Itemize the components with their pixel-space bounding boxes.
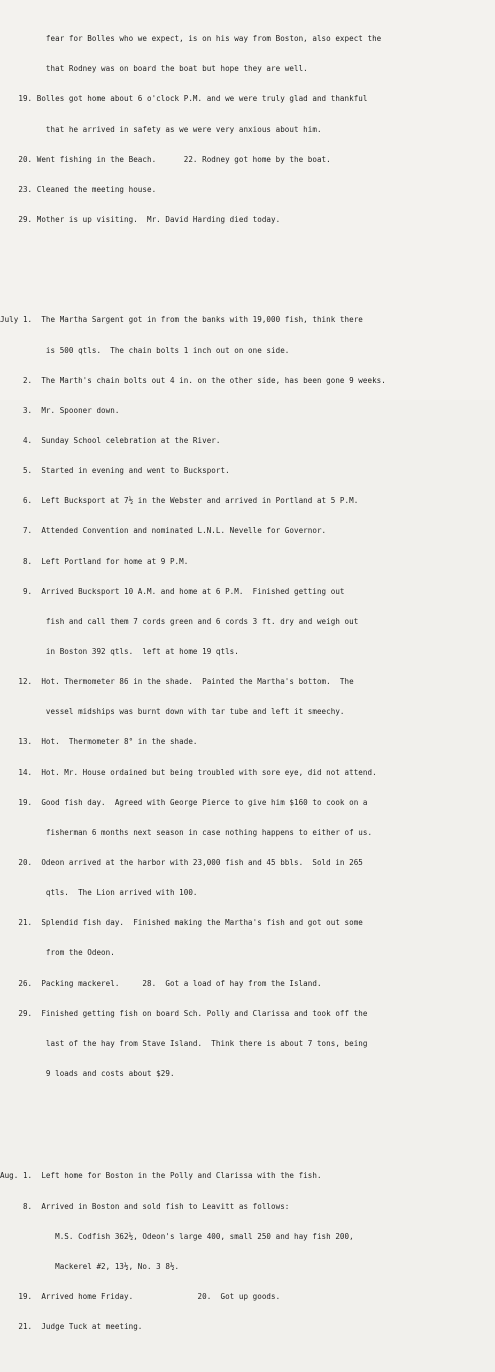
diary-line: 19. Good fish day. Agreed with George Pierce to give him $160 to cook on a [0,797,368,807]
diary-line: 21. Judge Tuck at meeting. [0,1322,143,1332]
diary-line: 6. Left Bucksport at 7½ in the Webster and arrived in Portland at 5 P.M. [0,496,359,506]
diary-line: 21. Splendid fish day. Finished making the Martha's fish and got out some [0,918,363,928]
diary-line: that Rodney was on board the boat but hope they are well. [0,64,308,74]
diary-line: 29. Mother is up visiting. Mr. David Harding died today. [0,215,281,225]
diary-line: July 1. The Martha Sargent got in from the banks with 19,000 fish, think there [0,315,363,325]
diary-line: 3. Mr. Spooner down. [0,405,120,415]
diary-line: in Boston 392 qtls. left at home 19 qtls. [0,647,239,656]
diary-line: fish and call them 7 cords green and 6 cords 3 ft. dry and weigh out [0,616,359,626]
diary-line: vessel midships was burnt down with tar tube and left it smeechy. [0,707,345,717]
diary-line: 14. Hot. Mr. House ordained but being troubled with sore eye, did not attend. [0,767,377,777]
diary-line: 9. Arrived Bucksport 10 A.M. and home at 6 P.M. Finished getting out [0,586,345,596]
diary-line: Mackerel #2, 13½, No. 3 8½. [0,1261,180,1271]
diary-line: 20. Odeon arrived at the harbor with 23,000 fish and 45 bbls. Sold in 265 [0,857,363,867]
diary-line: 20. Went fishing in the Beach. 22. Rodney got home by the boat. [0,154,331,164]
diary-line: from the Odeon. [0,948,115,958]
diary-line: Aug. 1. Left home for Boston in the Polly and Clarissa with the fish. [0,1171,322,1181]
diary-line: 7. Attended Convention and nominated L.N.L. Nevelle for Governor. [0,526,327,536]
diary-line: 5. Started in evening and went to Bucksport. [0,466,230,476]
diary-line: 9 loads and costs about $29. [0,1068,175,1078]
diary-line: fear for Bolles who we expect, is on his way from Boston, also expect the [0,34,382,44]
august-section [0,1151,386,1352]
diary-line: 2. The Marth's chain bolts out 4 in. on the other side, has been gone 9 weeks. [0,375,386,385]
june-section [0,14,386,245]
diary-line: last of the hay from Stave Island. Think there is about 7 tons, being [0,1038,368,1048]
diary-line: 29. Finished getting fish on board Sch. Polly and Clarissa and took off the [0,1008,368,1018]
diary-line: 19. Arrived home Friday. 20. Got up goods. [0,1291,281,1301]
section-gap [0,265,386,275]
diary-line: 23. Cleaned the meeting house. [0,184,157,194]
diary-line: 8. Left Portland for home at 9 P.M. [0,556,189,566]
diary-line: 26. Packing mackerel. 28. Got a load of hay from the Island. [0,978,322,988]
diary-line: 8. Arrived in Boston and sold fish to Leavitt as follows: [0,1201,290,1211]
diary-line: fisherman 6 months next season in case nothing happens to either of us. [0,827,373,837]
diary-line: 19. Bolles got home about 6 o'clock P.M. and we were truly glad and thankful [0,94,368,104]
diary-line: is 500 qtls. The chain bolts 1 inch out on one side. [0,345,290,355]
july-section [0,295,386,1099]
diary-line: 12. Hot. Thermometer 86 in the shade. Painted the Martha's bottom. The [0,677,354,687]
diary-line: 4. Sunday School celebration at the River. [0,436,221,446]
diary-line: that he arrived in safety as we were very anxious about him. [0,124,322,134]
diary-line: M.S. Codfish 362½, Odeon's large 400, small 250 and hay fish 200, [0,1231,354,1241]
diary-line: qtls. The Lion arrived with 100. [0,888,198,898]
section-gap [0,1119,386,1131]
diary-line: 13. Hot. Thermometer 8° in the shade. [0,737,198,747]
